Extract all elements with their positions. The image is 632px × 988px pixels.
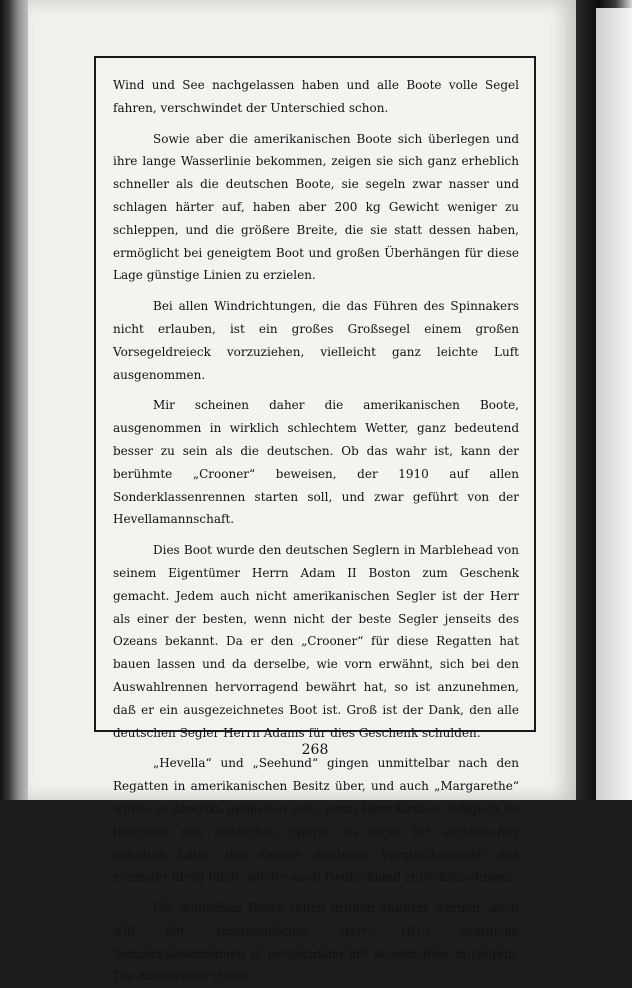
paragraph-1: Wind und See nachgelassen haben und alle Boote volle Segel fahren, verschwindet der Unterschied schon. [113,78,519,115]
paragraph-7: Die deutschen Boote sollen drüben studiert werden, auch will ein amerikanischer Herr 1910 sämtliche Sonderklassenrennen in Deutschland mit seinem Boot mitsegeln. Die Amerikaner rüsten [113,901,519,984]
facing-page-edge [596,8,632,800]
page-text [113,74,519,988]
page-number: 268 [301,742,329,758]
paragraph-4: Mir scheinen daher die amerikanischen Boote, ausgenommen in wirklich schlechtem Wetter, ganz bedeutend besser zu sein als die deutschen. Ob das wahr ist, kann der berühmte „Crooner“ beweisen, der 1910 auf allen Sonderklassenrennen starten soll, und zwar geführt von der Hevellamannschaft. [113,398,519,527]
book-left-edge [0,0,30,800]
paragraph-6: „Hevella“ und „Seehund“ gingen unmittelbar nach den Regatten in amerikanischen Besitz über, und auch „Margarethe“ würde in Amerika geblieben sein, wenn Herr Kirsten, lediglich im Interesse des deutschen Sports, es nicht für vorteilhafter gehalten hätte, das einzige deutsche Vergleichsobjekt, das nunmehr übrig blieb, wieder nach Deutschland zurückzunehmen. [113,756,519,885]
paragraph-3: Bei allen Windrichtungen, die das Führen des Spinnakers nicht erlauben, ist ein großes Großsegel einem großen Vorsegeldreieck vorzuziehen, vielleicht ganz leichte Luft ausgenommen. [113,299,519,382]
paragraph-5: Dies Boot wurde den deutschen Seglern in Marblehead von seinem Eigentümer Herrn Adam II Boston zum Geschenk gemacht. Jedem auch nicht amerikanischen Segler ist der Herr als einer der besten, wenn nicht der beste Segler jenseits des Ozeans bekannt. Da er den „Crooner“ für diese Regatten hat bauen lassen und da derselbe, wie vorn erwähnt, sich bei den Auswahlrennen hervorragend bewährt hat, so ist anzunehmen, daß er ein ausgezeichnetes Boot ist. Groß ist der Dank, den alle deutschen Segler Herrn Adams für dies Geschenk schulden. [113,543,519,740]
paragraph-2: Sowie aber die amerikanischen Boote sich überlegen und ihre lange Wasserlinie bekommen, zeigen sie sich ganz erheblich schneller als die deutschen Boote, sie segeln zwar nasser und schlagen härter auf, haben aber 200 kg Gewicht weniger zu schleppen, und die größere Breite, die sie statt dessen haben, ermöglicht bei geneigtem Boot und großen Überhängen für diese Lage günstige Linien zu erzielen. [113,131,519,283]
